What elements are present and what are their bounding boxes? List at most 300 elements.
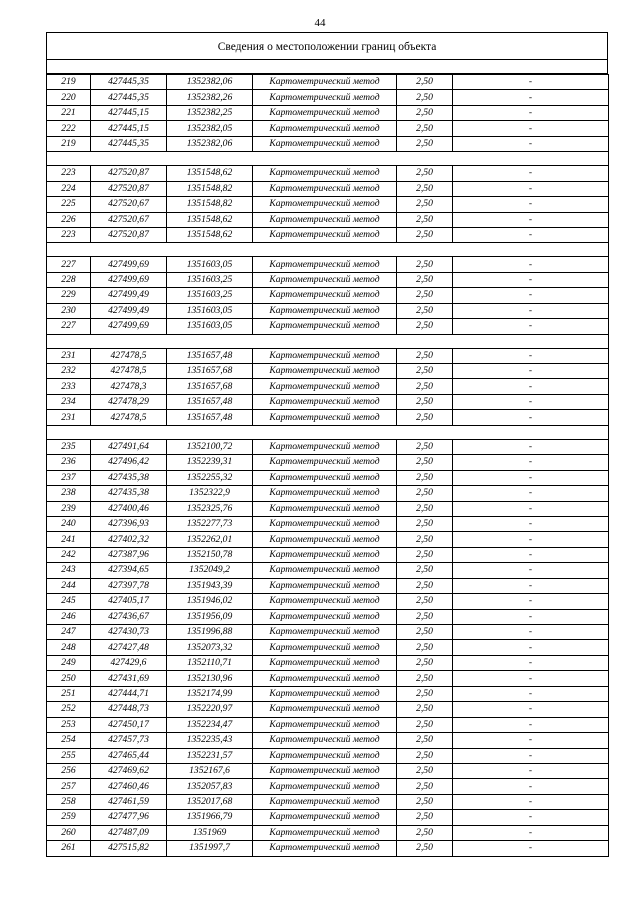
description-cell: - [453,532,609,547]
point-number-cell: 227 [47,257,91,272]
y-coordinate-cell: 1352234,47 [167,717,253,732]
description-cell: - [453,455,609,470]
x-coordinate-cell: 427402,32 [91,532,167,547]
x-coordinate-cell: 427487,09 [91,825,167,840]
description-cell: - [453,319,609,334]
x-coordinate-cell: 427427,48 [91,640,167,655]
table-row [47,825,609,840]
x-coordinate-cell: 427520,87 [91,227,167,242]
point-number-cell: 256 [47,763,91,778]
y-coordinate-cell: 1352057,83 [167,779,253,794]
method-cell: Картометрический метод [253,379,397,394]
table-row [47,810,609,825]
accuracy-cell: 2,50 [397,379,453,394]
y-coordinate-cell: 1352239,31 [167,455,253,470]
table-row [47,655,609,670]
table-row [47,547,609,562]
point-number-cell: 246 [47,609,91,624]
method-cell: Картометрический метод [253,640,397,655]
y-coordinate-cell: 1351657,48 [167,394,253,409]
method-cell: Картометрический метод [253,486,397,501]
x-coordinate-cell: 427469,62 [91,763,167,778]
description-cell: - [453,794,609,809]
table-row [47,197,609,212]
y-coordinate-cell: 1351603,05 [167,257,253,272]
x-coordinate-cell: 427444,71 [91,686,167,701]
accuracy-cell: 2,50 [397,547,453,562]
description-cell: - [453,227,609,242]
description-cell: - [453,439,609,454]
method-cell: Картометрический метод [253,702,397,717]
accuracy-cell: 2,50 [397,197,453,212]
y-coordinate-cell: 1351603,05 [167,319,253,334]
description-cell: - [453,181,609,196]
accuracy-cell: 2,50 [397,75,453,90]
method-cell: Картометрический метод [253,439,397,454]
boundary-points-table [46,74,609,857]
description-cell: - [453,212,609,227]
y-coordinate-cell: 1352255,32 [167,470,253,485]
method-cell: Картометрический метод [253,227,397,242]
x-coordinate-cell: 427445,35 [91,75,167,90]
method-cell: Картометрический метод [253,578,397,593]
y-coordinate-cell: 1351966,79 [167,810,253,825]
group-separator-cell [47,425,609,439]
x-coordinate-cell: 427478,3 [91,379,167,394]
x-coordinate-cell: 427394,65 [91,563,167,578]
description-cell: - [453,272,609,287]
x-coordinate-cell: 427450,17 [91,717,167,732]
method-cell: Картометрический метод [253,733,397,748]
x-coordinate-cell: 427405,17 [91,594,167,609]
y-coordinate-cell: 1351657,48 [167,410,253,425]
table-row [47,90,609,105]
x-coordinate-cell: 427460,46 [91,779,167,794]
method-cell: Картометрический метод [253,181,397,196]
group-separator-cell [47,152,609,166]
accuracy-cell: 2,50 [397,105,453,120]
y-coordinate-cell: 1352073,32 [167,640,253,655]
accuracy-cell: 2,50 [397,563,453,578]
accuracy-cell: 2,50 [397,410,453,425]
point-number-cell: 223 [47,166,91,181]
point-number-cell: 233 [47,379,91,394]
y-coordinate-cell: 1352277,73 [167,516,253,531]
description-cell: - [453,578,609,593]
table-row [47,532,609,547]
y-coordinate-cell: 1351548,62 [167,227,253,242]
y-coordinate-cell: 1352167,6 [167,763,253,778]
point-number-cell: 230 [47,303,91,318]
accuracy-cell: 2,50 [397,303,453,318]
accuracy-cell: 2,50 [397,702,453,717]
y-coordinate-cell: 1351996,88 [167,625,253,640]
method-cell: Картометрический метод [253,257,397,272]
description-cell: - [453,609,609,624]
accuracy-cell: 2,50 [397,810,453,825]
x-coordinate-cell: 427436,67 [91,609,167,624]
description-cell: - [453,671,609,686]
point-number-cell: 229 [47,288,91,303]
table-row [47,594,609,609]
y-coordinate-cell: 1351956,09 [167,609,253,624]
y-coordinate-cell: 1352382,05 [167,121,253,136]
point-number-cell: 240 [47,516,91,531]
description-cell: - [453,640,609,655]
y-coordinate-cell: 1351548,62 [167,212,253,227]
accuracy-cell: 2,50 [397,394,453,409]
y-coordinate-cell: 1351943,39 [167,578,253,593]
method-cell: Картометрический метод [253,348,397,363]
y-coordinate-cell: 1352325,76 [167,501,253,516]
x-coordinate-cell: 427435,38 [91,486,167,501]
table-row [47,516,609,531]
point-number-cell: 237 [47,470,91,485]
point-number-cell: 245 [47,594,91,609]
y-coordinate-cell: 1352382,06 [167,75,253,90]
x-coordinate-cell: 427478,5 [91,348,167,363]
method-cell: Картометрический метод [253,288,397,303]
table-row [47,136,609,151]
description-cell: - [453,486,609,501]
description-cell: - [453,594,609,609]
method-cell: Картометрический метод [253,364,397,379]
y-coordinate-cell: 1352382,25 [167,105,253,120]
point-number-cell: 219 [47,75,91,90]
table-row [47,348,609,363]
y-coordinate-cell: 1351657,68 [167,364,253,379]
method-cell: Картометрический метод [253,810,397,825]
accuracy-cell: 2,50 [397,364,453,379]
table-row [47,841,609,856]
point-number-cell: 226 [47,212,91,227]
table-row [47,227,609,242]
description-cell: - [453,197,609,212]
accuracy-cell: 2,50 [397,733,453,748]
group-separator-row [47,334,609,348]
accuracy-cell: 2,50 [397,516,453,531]
method-cell: Картометрический метод [253,717,397,732]
table-row [47,166,609,181]
point-number-cell: 232 [47,364,91,379]
table-row [47,640,609,655]
description-cell: - [453,702,609,717]
table-row [47,364,609,379]
group-separator-row [47,425,609,439]
x-coordinate-cell: 427520,67 [91,197,167,212]
x-coordinate-cell: 427515,82 [91,841,167,856]
table-row [47,439,609,454]
point-number-cell: 258 [47,794,91,809]
x-coordinate-cell: 427465,44 [91,748,167,763]
y-coordinate-cell: 1352235,43 [167,733,253,748]
page-number: 44 [314,17,326,29]
point-number-cell: 220 [47,90,91,105]
accuracy-cell: 2,50 [397,594,453,609]
x-coordinate-cell: 427499,69 [91,257,167,272]
method-cell: Картометрический метод [253,410,397,425]
accuracy-cell: 2,50 [397,640,453,655]
accuracy-cell: 2,50 [397,686,453,701]
y-coordinate-cell: 1351548,82 [167,181,253,196]
method-cell: Картометрический метод [253,470,397,485]
x-coordinate-cell: 427445,35 [91,90,167,105]
method-cell: Картометрический метод [253,563,397,578]
y-coordinate-cell: 1352150,78 [167,547,253,562]
x-coordinate-cell: 427387,96 [91,547,167,562]
y-coordinate-cell: 1352017,68 [167,794,253,809]
point-number-cell: 231 [47,348,91,363]
accuracy-cell: 2,50 [397,90,453,105]
table-row [47,763,609,778]
point-number-cell: 251 [47,686,91,701]
method-cell: Картометрический метод [253,197,397,212]
accuracy-cell: 2,50 [397,763,453,778]
x-coordinate-cell: 427499,49 [91,288,167,303]
table-row [47,455,609,470]
method-cell: Картометрический метод [253,105,397,120]
table-row [47,671,609,686]
y-coordinate-cell: 1351548,62 [167,166,253,181]
table-row [47,686,609,701]
method-cell: Картометрический метод [253,609,397,624]
group-separator-row [47,243,609,257]
accuracy-cell: 2,50 [397,136,453,151]
method-cell: Картометрический метод [253,501,397,516]
description-cell: - [453,655,609,670]
x-coordinate-cell: 427478,5 [91,364,167,379]
x-coordinate-cell: 427499,69 [91,319,167,334]
point-number-cell: 243 [47,563,91,578]
table-row [47,702,609,717]
accuracy-cell: 2,50 [397,121,453,136]
table-row [47,563,609,578]
point-number-cell: 228 [47,272,91,287]
accuracy-cell: 2,50 [397,486,453,501]
description-cell: - [453,166,609,181]
description-cell: - [453,825,609,840]
y-coordinate-cell: 1352382,26 [167,90,253,105]
x-coordinate-cell: 427457,73 [91,733,167,748]
point-number-cell: 231 [47,410,91,425]
x-coordinate-cell: 427491,64 [91,439,167,454]
x-coordinate-cell: 427520,67 [91,212,167,227]
y-coordinate-cell: 1351657,68 [167,379,253,394]
accuracy-cell: 2,50 [397,625,453,640]
point-number-cell: 261 [47,841,91,856]
y-coordinate-cell: 1352220,97 [167,702,253,717]
method-cell: Картометрический метод [253,655,397,670]
x-coordinate-cell: 427400,46 [91,501,167,516]
method-cell: Картометрический метод [253,532,397,547]
y-coordinate-cell: 1352100,72 [167,439,253,454]
table-row [47,470,609,485]
method-cell: Картометрический метод [253,75,397,90]
description-cell: - [453,841,609,856]
point-number-cell: 249 [47,655,91,670]
table-row [47,609,609,624]
description-cell: - [453,810,609,825]
accuracy-cell: 2,50 [397,348,453,363]
x-coordinate-cell: 427430,73 [91,625,167,640]
accuracy-cell: 2,50 [397,717,453,732]
table-row [47,257,609,272]
y-coordinate-cell: 1352262,01 [167,532,253,547]
description-cell: - [453,364,609,379]
accuracy-cell: 2,50 [397,212,453,227]
accuracy-cell: 2,50 [397,578,453,593]
accuracy-cell: 2,50 [397,532,453,547]
accuracy-cell: 2,50 [397,655,453,670]
description-cell: - [453,717,609,732]
table-row [47,794,609,809]
point-number-cell: 221 [47,105,91,120]
x-coordinate-cell: 427478,29 [91,394,167,409]
table-row [47,105,609,120]
description-cell: - [453,136,609,151]
table-row [47,779,609,794]
accuracy-cell: 2,50 [397,181,453,196]
accuracy-cell: 2,50 [397,748,453,763]
point-number-cell: 248 [47,640,91,655]
y-coordinate-cell: 1352110,71 [167,655,253,670]
accuracy-cell: 2,50 [397,439,453,454]
point-number-cell: 236 [47,455,91,470]
description-cell: - [453,348,609,363]
point-number-cell: 247 [47,625,91,640]
description-cell: - [453,748,609,763]
group-separator-row [47,152,609,166]
description-cell: - [453,547,609,562]
table-row [47,272,609,287]
description-cell: - [453,75,609,90]
table-row [47,748,609,763]
accuracy-cell: 2,50 [397,166,453,181]
method-cell: Картометрический метод [253,166,397,181]
y-coordinate-cell: 1352322,9 [167,486,253,501]
group-separator-cell [47,334,609,348]
description-cell: - [453,779,609,794]
description-cell: - [453,121,609,136]
y-coordinate-cell: 1352382,06 [167,136,253,151]
point-number-cell: 252 [47,702,91,717]
description-cell: - [453,410,609,425]
point-number-cell: 238 [47,486,91,501]
accuracy-cell: 2,50 [397,501,453,516]
point-number-cell: 239 [47,501,91,516]
accuracy-cell: 2,50 [397,841,453,856]
x-coordinate-cell: 427397,78 [91,578,167,593]
description-cell: - [453,625,609,640]
y-coordinate-cell: 1351603,25 [167,288,253,303]
y-coordinate-cell: 1352130,96 [167,671,253,686]
x-coordinate-cell: 427445,35 [91,136,167,151]
point-number-cell: 257 [47,779,91,794]
table-title: Сведения о местоположении границ объекта [46,32,608,60]
method-cell: Картометрический метод [253,794,397,809]
x-coordinate-cell: 427499,49 [91,303,167,318]
y-coordinate-cell: 1351603,25 [167,272,253,287]
x-coordinate-cell: 427520,87 [91,166,167,181]
x-coordinate-cell: 427461,59 [91,794,167,809]
point-number-cell: 224 [47,181,91,196]
table-row [47,121,609,136]
point-number-cell: 227 [47,319,91,334]
accuracy-cell: 2,50 [397,257,453,272]
method-cell: Картометрический метод [253,455,397,470]
table-row [47,625,609,640]
description-cell: - [453,379,609,394]
point-number-cell: 254 [47,733,91,748]
accuracy-cell: 2,50 [397,288,453,303]
method-cell: Картометрический метод [253,594,397,609]
point-number-cell: 253 [47,717,91,732]
accuracy-cell: 2,50 [397,455,453,470]
accuracy-cell: 2,50 [397,671,453,686]
method-cell: Картометрический метод [253,272,397,287]
accuracy-cell: 2,50 [397,609,453,624]
x-coordinate-cell: 427445,15 [91,121,167,136]
point-number-cell: 234 [47,394,91,409]
method-cell: Картометрический метод [253,516,397,531]
method-cell: Картометрический метод [253,841,397,856]
point-number-cell: 242 [47,547,91,562]
method-cell: Картометрический метод [253,394,397,409]
table-row [47,181,609,196]
y-coordinate-cell: 1351969 [167,825,253,840]
table-row [47,733,609,748]
accuracy-cell: 2,50 [397,779,453,794]
x-coordinate-cell: 427520,87 [91,181,167,196]
accuracy-cell: 2,50 [397,272,453,287]
method-cell: Картометрический метод [253,748,397,763]
x-coordinate-cell: 427477,96 [91,810,167,825]
table-row [47,379,609,394]
table-row [47,319,609,334]
method-cell: Картометрический метод [253,212,397,227]
accuracy-cell: 2,50 [397,319,453,334]
y-coordinate-cell: 1352049,2 [167,563,253,578]
point-number-cell: 259 [47,810,91,825]
method-cell: Картометрический метод [253,136,397,151]
table-row [47,410,609,425]
x-coordinate-cell: 427448,73 [91,702,167,717]
x-coordinate-cell: 427499,69 [91,272,167,287]
point-number-cell: 244 [47,578,91,593]
description-cell: - [453,686,609,701]
method-cell: Картометрический метод [253,825,397,840]
table-row [47,75,609,90]
description-cell: - [453,257,609,272]
point-number-cell: 241 [47,532,91,547]
method-cell: Картометрический метод [253,779,397,794]
x-coordinate-cell: 427496,42 [91,455,167,470]
point-number-cell: 225 [47,197,91,212]
description-cell: - [453,105,609,120]
method-cell: Картометрический метод [253,90,397,105]
x-coordinate-cell: 427445,15 [91,105,167,120]
description-cell: - [453,501,609,516]
accuracy-cell: 2,50 [397,470,453,485]
y-coordinate-cell: 1351946,02 [167,594,253,609]
method-cell: Картометрический метод [253,625,397,640]
header-spacer [46,60,608,74]
method-cell: Картометрический метод [253,686,397,701]
y-coordinate-cell: 1352174,99 [167,686,253,701]
point-number-cell: 219 [47,136,91,151]
method-cell: Картометрический метод [253,121,397,136]
accuracy-cell: 2,50 [397,227,453,242]
